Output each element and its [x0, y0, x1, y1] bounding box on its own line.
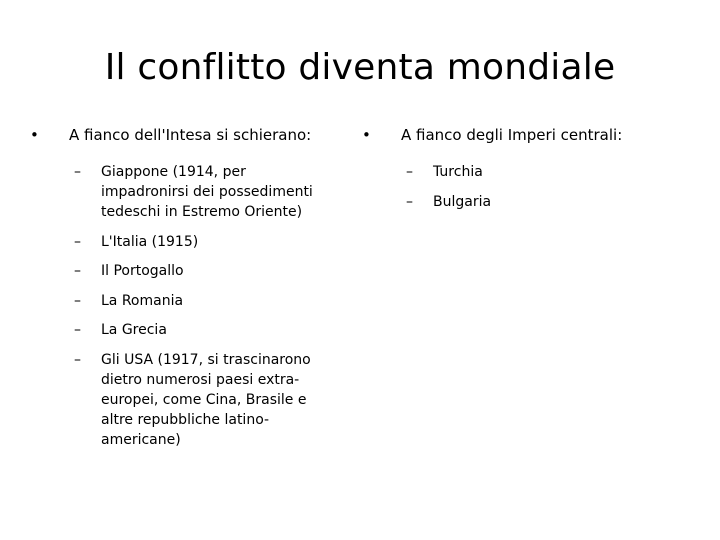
list-item-text: La Romania [101, 292, 184, 309]
dash-icon: – [406, 164, 413, 180]
right-column [362, 124, 692, 221]
dash-icon: – [74, 164, 81, 180]
list-item-text: Giappone (1914, per impadronirsi dei possedimenti tedeschi in Estremo Oriente) [101, 164, 313, 220]
left-column [30, 124, 350, 459]
list-item-text: Turchia [433, 164, 483, 180]
list-item [30, 320, 333, 340]
dash-icon: – [74, 322, 81, 338]
list-item-text: Gli USA (1917, si trascinarono dietro numerosi paesi extra-europei, come Cina, Brasile e altre repubbliche latino-americane) [101, 351, 311, 448]
left-heading-row [30, 124, 350, 146]
list-item [30, 162, 333, 222]
dash-icon: – [74, 351, 81, 368]
left-heading: A fianco dell'Intesa si schierano: [69, 126, 312, 144]
list-item-text: L'Italia (1915) [101, 233, 199, 250]
dash-icon: – [74, 263, 81, 279]
list-item [362, 162, 673, 182]
list-item [362, 192, 673, 212]
dash-icon: – [74, 233, 81, 250]
list-item-text: Il Portogallo [101, 263, 184, 279]
right-heading-row [362, 124, 692, 146]
list-item [30, 350, 333, 450]
bullet-icon: • [30, 126, 39, 144]
slide-title: Il conflitto diventa mondiale [104, 47, 616, 88]
list-item [30, 261, 333, 281]
list-item-text: La Grecia [101, 322, 167, 338]
bullet-icon: • [362, 126, 371, 144]
dash-icon: – [406, 193, 413, 210]
right-sub-list [362, 162, 692, 212]
dash-icon: – [74, 292, 81, 309]
left-sub-list [30, 162, 350, 450]
list-item [30, 291, 333, 311]
list-item-text: Bulgaria [433, 193, 492, 210]
right-heading: A fianco degli Imperi centrali: [401, 126, 623, 144]
list-item [30, 232, 333, 252]
